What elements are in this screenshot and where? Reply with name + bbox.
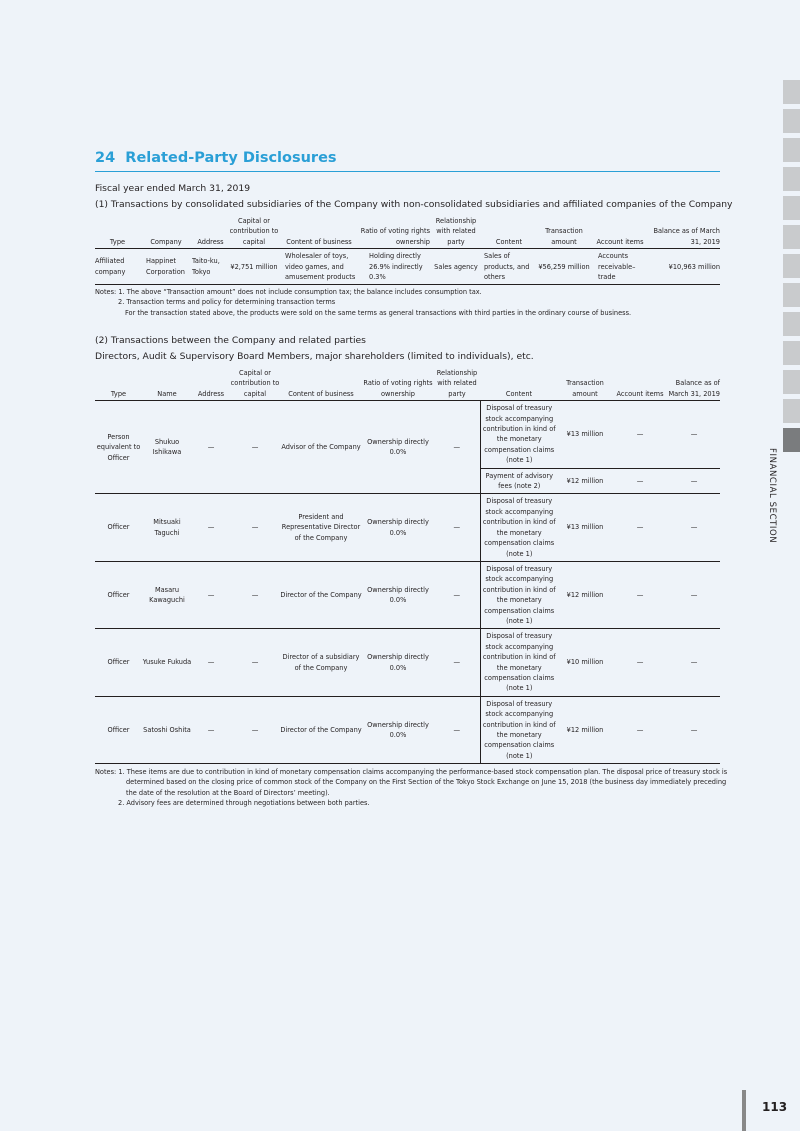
- cell-content: Disposal of treasury stock accompanying contribution in kind of the monetary compensation claims (note 1): [480, 629, 558, 696]
- cell-balance: —: [690, 590, 698, 599]
- cell-relationship: —: [453, 658, 461, 667]
- cell-address: Taito-ku, Tokyo: [192, 257, 220, 276]
- section-tab: [783, 312, 800, 336]
- part2-heading: (2) Transactions between the Company and related parties: [95, 335, 366, 346]
- cell-voting: Ownership directly 0.0%: [367, 518, 429, 537]
- cell-balance: —: [690, 658, 698, 667]
- cell-relationship: Sales agency: [434, 262, 478, 271]
- col-amount: Transaction amount: [566, 379, 604, 398]
- cell-balance: —: [690, 430, 698, 439]
- table-row: [95, 696, 720, 763]
- part2-notes: [95, 767, 727, 809]
- affiliates-table: [95, 216, 720, 285]
- cell-balance: —: [690, 725, 698, 734]
- col-content: Content: [505, 389, 533, 398]
- cell-type: Person equivalent to Officer: [96, 432, 141, 462]
- cell-relationship: —: [453, 590, 461, 599]
- note-line: Notes: 1. The above “Transaction amount” does not include consumption tax; the balance includes consumption tax.: [95, 288, 482, 296]
- col-relationship: Relationship with related party: [435, 217, 477, 246]
- col-capital: Capital or contribution to capital: [230, 369, 280, 398]
- cell-relationship: —: [453, 523, 461, 532]
- cell-capital: —: [251, 725, 259, 734]
- cell-account: —: [636, 430, 644, 439]
- cell-balance: —: [668, 468, 720, 494]
- title-rule: [95, 171, 720, 172]
- cell-type: Officer: [107, 658, 130, 667]
- cell-content: Disposal of treasury stock accompanying contribution in kind of the monetary compensation claims (note 1): [480, 494, 558, 561]
- page-number-bar: [742, 1090, 746, 1131]
- col-voting: Ratio of voting rights ownership: [363, 379, 433, 398]
- note-line: 2. Advisory fees are determined through negotiations between both parties.: [118, 799, 370, 808]
- section-tabs: [783, 80, 800, 457]
- col-account: Account items: [616, 389, 664, 398]
- cell-business: President and Representative Director of the Company: [281, 513, 361, 542]
- cell-type: Officer: [107, 523, 130, 532]
- cell-name: Satoshi Oshita: [143, 725, 191, 734]
- note-line: For the transaction stated above, the products were sold on the same terms as general transactions with third parties in the ordinary course of business.: [125, 308, 632, 317]
- related-parties-table: [95, 368, 720, 764]
- table-row: [95, 561, 720, 628]
- side-section-label: FINANCIAL SECTION: [767, 448, 777, 544]
- section-tab: [783, 254, 800, 278]
- col-voting: Ratio of voting rights ownership: [360, 227, 430, 246]
- cell-account: Accounts receivable– trade: [598, 252, 636, 282]
- fiscal-year: Fiscal year ended March 31, 2019: [95, 183, 251, 194]
- cell-account: —: [636, 725, 644, 734]
- section-tab: [783, 399, 800, 423]
- cell-amount: ¥10 million: [566, 658, 604, 667]
- cell-balance: ¥10,963 million: [668, 262, 720, 271]
- cell-content: Disposal of treasury stock accompanying contribution in kind of the monetary compensation claims (note 1): [480, 401, 558, 468]
- cell-content: Disposal of treasury stock accompanying contribution in kind of the monetary compensation claims (note 1): [480, 561, 558, 628]
- cell-name: Shukuo Ishikawa: [152, 437, 182, 457]
- section-number: 24: [95, 150, 116, 166]
- cell-business: Advisor of the Company: [281, 443, 361, 452]
- col-business: Content of business: [288, 389, 354, 398]
- cell-capital: —: [251, 658, 259, 667]
- cell-voting: Ownership directly 0.0%: [367, 720, 429, 739]
- section-title: [95, 150, 337, 166]
- cell-content: Sales of products, and others: [484, 252, 530, 282]
- cell-amount: ¥13 million: [566, 430, 604, 439]
- part2-subheading: Directors, Audit & Supervisory Board Members, major shareholders (limited to individuals), etc.: [95, 351, 534, 362]
- cell-amount: ¥12 million: [558, 468, 612, 494]
- note-line: Notes: 1. These items are due to contribution in kind of monetary compensation claims accompanying the performance-based stock compensation plan. The disposal price of treasury stock is: [95, 768, 728, 776]
- cell-content: Disposal of treasury stock accompanying contribution in kind of the monetary compensation claims (note 1): [480, 696, 558, 763]
- part1-heading: (1) Transactions by consolidated subsidiaries of the Company with non-consolidated subsidiaries and affiliated companies of the Company: [95, 199, 733, 210]
- section-title-text: Related-Party Disclosures: [125, 150, 337, 166]
- cell-capital: —: [251, 523, 259, 532]
- col-balance: Balance as of March 31, 2019: [653, 227, 720, 246]
- table-row: [95, 249, 720, 285]
- table-row: [95, 494, 720, 561]
- col-type: Type: [110, 389, 127, 398]
- col-address: Address: [197, 389, 225, 398]
- cell-account: —: [636, 590, 644, 599]
- col-capital: Capital or contribution to capital: [229, 217, 279, 246]
- cell-account: —: [612, 468, 668, 494]
- col-amount: Transaction amount: [545, 227, 583, 246]
- cell-address: —: [207, 523, 215, 532]
- cell-name: Mitsuaki Taguchi: [153, 518, 181, 537]
- cell-type: Affiliated company: [95, 257, 126, 276]
- cell-amount: ¥12 million: [566, 725, 604, 734]
- cell-voting: Ownership directly 0.0%: [367, 653, 429, 672]
- cell-business: Director of the Company: [280, 590, 362, 599]
- section-tab: [783, 341, 800, 365]
- cell-address: —: [207, 725, 215, 734]
- page-number: 113: [762, 1100, 788, 1114]
- section-tab: [783, 370, 800, 394]
- cell-capital: ¥2,751 million: [230, 262, 278, 271]
- cell-balance: —: [690, 523, 698, 532]
- table-header-row: [95, 216, 720, 249]
- note-line: 2. Transaction terms and policy for determining transaction terms: [118, 298, 336, 307]
- col-business: Content of business: [286, 237, 352, 246]
- cell-capital: —: [251, 590, 259, 599]
- col-name: Name: [157, 389, 177, 398]
- cell-content: Payment of advisory fees (note 2): [480, 468, 558, 494]
- col-type: Type: [109, 237, 126, 246]
- cell-business: Director of a subsidiary of the Company: [282, 653, 360, 672]
- table-row: [95, 401, 720, 468]
- col-account: Account items: [596, 237, 644, 246]
- cell-company: Happinet Corporation: [146, 257, 185, 276]
- cell-name: Masaru Kawaguchi: [149, 585, 185, 605]
- cell-address: —: [207, 658, 215, 667]
- table-row: [95, 629, 720, 696]
- cell-address: —: [207, 443, 215, 452]
- section-tab-active: [783, 428, 800, 452]
- col-company: Company: [150, 237, 182, 246]
- cell-name: Yusuke Fukuda: [142, 658, 192, 667]
- cell-voting: Ownership directly 0.0%: [367, 585, 429, 605]
- cell-voting: Holding directly 26.9% indirectly 0.3%: [369, 252, 423, 282]
- cell-account: —: [636, 523, 644, 532]
- cell-address: —: [207, 590, 215, 599]
- col-address: Address: [197, 237, 224, 246]
- cell-capital: —: [251, 443, 259, 452]
- cell-relationship: —: [453, 443, 461, 452]
- section-tab: [783, 196, 800, 220]
- section-tab: [783, 138, 800, 162]
- section-tab: [783, 109, 800, 133]
- cell-type: Officer: [107, 725, 130, 734]
- section-tab: [783, 80, 800, 104]
- section-tab: [783, 167, 800, 191]
- section-tab: [783, 225, 800, 249]
- col-balance: Balance as of March 31, 2019: [668, 379, 720, 398]
- note-line: the date of the resolution at the Board of Directors’ meeting).: [126, 788, 330, 797]
- cell-amount: ¥12 million: [566, 590, 604, 599]
- cell-amount: ¥56,259 million: [538, 262, 590, 271]
- col-content: Content: [495, 237, 523, 246]
- table-header-row: [95, 368, 720, 401]
- cell-business: Wholesaler of toys, video games, and amusement products: [285, 252, 356, 282]
- cell-account: —: [636, 658, 644, 667]
- cell-type: Officer: [107, 590, 130, 599]
- cell-amount: ¥13 million: [566, 523, 604, 532]
- cell-business: Director of the Company: [280, 725, 362, 734]
- note-line: determined based on the closing price of common stock of the Company on the First Section of the Tokyo Stock Exchange on June 15, 2018 (the business day immediately preceding: [126, 778, 727, 787]
- cell-voting: Ownership directly 0.0%: [367, 437, 429, 457]
- col-relationship: Relationship with related party: [436, 369, 478, 398]
- cell-relationship: —: [453, 725, 461, 734]
- part1-notes: [95, 287, 631, 318]
- section-tab: [783, 283, 800, 307]
